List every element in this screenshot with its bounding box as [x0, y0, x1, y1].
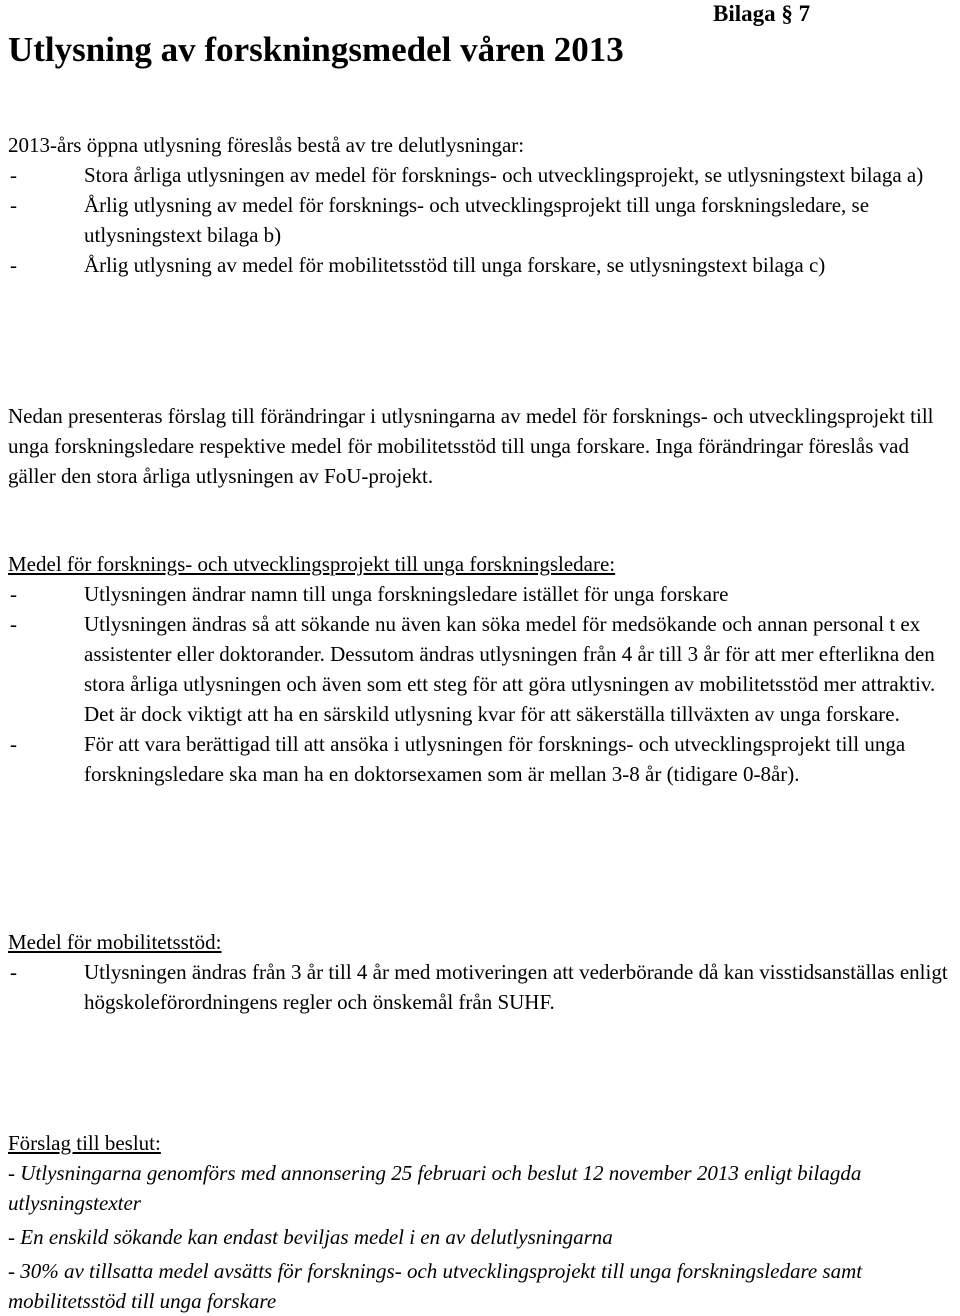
list-item-text: Utlysningen ändrar namn till unga forskningsledare istället för unga forskare	[84, 582, 729, 606]
appendix-label: Bilaga § 7	[713, 1, 811, 26]
document-title: Utlysning av forskningsmedel våren 2013	[8, 30, 624, 69]
section-heading: Medel för forsknings- och utvecklingsprojekt till unga forskningsledare:	[8, 552, 616, 576]
decision-item: - En enskild sökande kan endast beviljas medel i en av delutlysningarna	[8, 1225, 613, 1249]
list-item-text: Årlig utlysning av medel för mobilitetsstöd till unga forskare, se utlysningstext bilaga c)	[84, 253, 826, 277]
section-heading: Förslag till beslut:	[8, 1131, 161, 1155]
intro-section	[8, 130, 960, 280]
list-item-text: Utlysningen ändras så att sökande nu även kan söka medel för medsökande och annan personal t ex assistenter eller doktorander. Dessutom ändras utlysningen från 4 år till 3 år för att mer efterlikna den stora årliga utlysningen och även som ett steg för att göra utlysningen av mobilitetsstöd mer attraktiv. Det är dock viktigt att ha en särskild utlysning kvar för att säkerställa tillväxten av unga forskare.	[84, 612, 936, 726]
decision-section	[8, 1128, 960, 1316]
list-item: - För att vara berättigad till att ansöka i utlysningen för forsknings- och utvecklingsprojekt till unga forskningsledare ska man ha en doktorsexamen som är mellan 3-8 år (tidigare 0-8år).	[8, 729, 960, 789]
list-item-text: Utlysningen ändras från 3 år till 4 år med motiveringen att vederbörande då kan visstidsanställas enligt högskoleförordningens regler och önskemål från SUHF.	[84, 960, 948, 1014]
list-item-text: Årlig utlysning av medel för forsknings- och utvecklingsprojekt till unga forskningsledare, se utlysningstext bilaga b)	[84, 193, 870, 247]
changes-paragraph: Nedan presenteras förslag till förändringar i utlysningarna av medel för forsknings- och utvecklingsprojekt till unga forskningsledare respektive medel för mobilitetsstöd till unga forskare. Inga förändringar föreslås vad gäller den stora årliga utlysningen av FoU-projekt.	[8, 404, 934, 488]
list-item: - Stora årliga utlysningen av medel för forsknings- och utvecklingsprojekt, se utlysningstext bilaga a)	[8, 160, 960, 190]
list-item: - Utlysningen ändras från 3 år till 4 år med motiveringen att vederbörande då kan visstidsanställas enligt högskoleförordningens regler och önskemål från SUHF.	[8, 957, 960, 1017]
list-item-text: Stora årliga utlysningen av medel för forsknings- och utvecklingsprojekt, se utlysningstext bilaga a)	[84, 163, 924, 187]
section-heading: Medel för mobilitetsstöd:	[8, 930, 222, 954]
decision-item: - Utlysningarna genomförs med annonsering 25 februari och beslut 12 november 2013 enligt bilagda utlysningstexter	[8, 1161, 862, 1215]
list-item: - Årlig utlysning av medel för mobilitetsstöd till unga forskare, se utlysningstext bilaga c)	[8, 250, 960, 280]
young-leaders-section	[8, 549, 960, 789]
decision-item: - 30% av tillsatta medel avsätts för forsknings- och utvecklingsprojekt till unga forskningsledare samt mobilitetsstöd till unga forskare	[8, 1259, 863, 1313]
intro-lead: 2013-års öppna utlysning föreslås bestå av tre delutlysningar:	[8, 133, 525, 157]
list-item: - Årlig utlysning av medel för forsknings- och utvecklingsprojekt till unga forskningsledare, se utlysningstext bilaga b)	[8, 190, 960, 250]
mobility-section	[8, 927, 960, 1017]
list-item-text: För att vara berättigad till att ansöka i utlysningen för forsknings- och utvecklingsprojekt till unga forskningsledare ska man ha en doktorsexamen som är mellan 3-8 år (tidigare 0-8år).	[84, 732, 906, 786]
list-item: - Utlysningen ändras så att sökande nu även kan söka medel för medsökande och annan personal t ex assistenter eller doktorander. Dessutom ändras utlysningen från 4 år till 3 år för att mer efterlikna den stora årliga utlysningen och även som ett steg för att göra utlysningen av mobilitetsstöd mer attraktiv. Det är dock viktigt att ha en särskild utlysning kvar för att säkerställa tillväxten av unga forskare.	[8, 609, 960, 729]
changes-section	[8, 401, 960, 491]
list-item: - Utlysningen ändrar namn till unga forskningsledare istället för unga forskare	[8, 579, 960, 609]
